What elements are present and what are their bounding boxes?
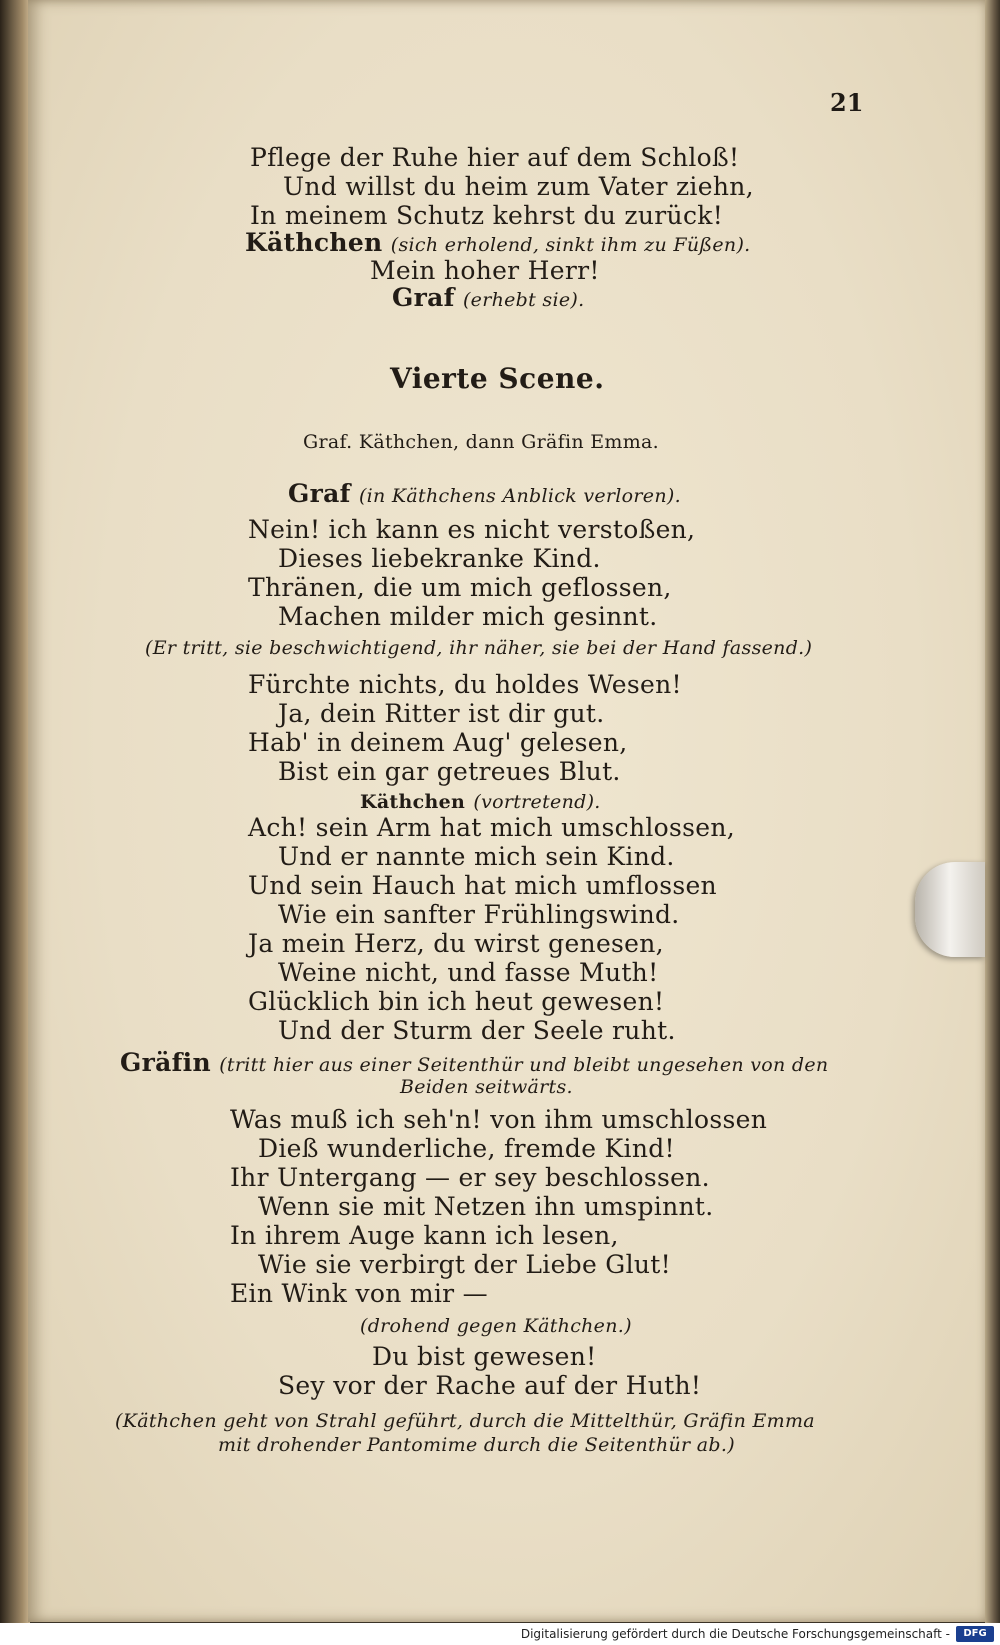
stage-direction: (Käthchen geht von Strahl geführt, durch die Mittelthür, Gräfin Emma bbox=[115, 1410, 815, 1432]
verse-line: Ihr Untergang — er sey beschlossen. bbox=[230, 1163, 710, 1192]
verse-line: Machen milder mich gesinnt. bbox=[278, 602, 658, 631]
verse-line: Dieses liebekranke Kind. bbox=[278, 544, 601, 573]
stage-direction: (drohend gegen Käthchen.) bbox=[360, 1315, 632, 1337]
page-number: 21 bbox=[830, 88, 864, 117]
speaker-line bbox=[392, 283, 584, 313]
speaker-line bbox=[245, 228, 751, 258]
speaker-name: Käthchen bbox=[245, 228, 383, 257]
speaker-line bbox=[360, 785, 601, 815]
verse-line: Nein! ich kann es nicht verstoßen, bbox=[248, 515, 696, 544]
verse-line: Ach! sein Arm hat mich umschlossen, bbox=[248, 813, 736, 842]
verse-line: Und der Sturm der Seele ruht. bbox=[278, 1016, 676, 1045]
stage-direction: (in Käthchens Anblick verloren). bbox=[358, 485, 681, 507]
verse-line: Ja, dein Ritter ist dir gut. bbox=[278, 699, 605, 728]
funding-credit: Digitalisierung gefördert durch die Deutsche Forschungsgemeinschaft - bbox=[520, 1627, 950, 1641]
speaker-line bbox=[120, 1048, 828, 1078]
page-edge bbox=[985, 0, 1000, 1625]
verse-line: Was muß ich seh'n! von ihm umschlossen bbox=[230, 1105, 768, 1134]
speaker-name: Gräfin bbox=[120, 1048, 211, 1077]
verse-line: Bist ein gar getreues Blut. bbox=[278, 757, 621, 786]
verse-line: Dieß wunderliche, fremde Kind! bbox=[258, 1134, 675, 1163]
verse-line: Ein Wink von mir — bbox=[230, 1279, 488, 1308]
verse-line: Pflege der Ruhe hier auf dem Schloß! bbox=[250, 143, 740, 172]
verse-line: Ja mein Herz, du wirst genesen, bbox=[248, 929, 664, 958]
verse-line: Hab' in deinem Aug' gelesen, bbox=[248, 728, 628, 757]
verse-line: Wie ein sanfter Frühlingswind. bbox=[278, 900, 680, 929]
character-list: Graf. Käthchen, dann Gräfin Emma. bbox=[303, 431, 660, 453]
speaker-name: Graf bbox=[288, 479, 351, 508]
verse-line: Und willst du heim zum Vater ziehn, bbox=[283, 172, 754, 201]
verse-line: Mein hoher Herr! bbox=[370, 256, 600, 285]
footer-bar bbox=[0, 1623, 1000, 1645]
verse-line: Wenn sie mit Netzen ihn umspinnt. bbox=[258, 1192, 714, 1221]
dfg-logo: DFG bbox=[956, 1626, 994, 1642]
verse-line: Thränen, die um mich geflossen, bbox=[248, 573, 672, 602]
verse-line: Sey vor der Rache auf der Huth! bbox=[278, 1371, 702, 1400]
verse-line: Glücklich bin ich heut gewesen! bbox=[248, 987, 665, 1016]
verse-line: In meinem Schutz kehrst du zurück! bbox=[250, 201, 724, 230]
verse-line: Weine nicht, und fasse Muth! bbox=[278, 958, 659, 987]
stage-direction: (vortretend). bbox=[473, 791, 601, 813]
verse-line: In ihrem Auge kann ich lesen, bbox=[230, 1221, 619, 1250]
stage-direction: (Er tritt, sie beschwichtigend, ihr näher, sie bei der Hand fassend.) bbox=[145, 637, 813, 659]
speaker-line bbox=[288, 479, 681, 509]
verse-line: Und er nannte mich sein Kind. bbox=[278, 842, 675, 871]
stage-direction: (sich erholend, sinkt ihm zu Füßen). bbox=[390, 234, 751, 256]
stage-direction: Beiden seitwärts. bbox=[400, 1076, 573, 1098]
scene-heading: Vierte Scene. bbox=[390, 362, 605, 395]
verse-line: Wie sie verbirgt der Liebe Glut! bbox=[258, 1250, 671, 1279]
stage-direction: (erhebt sie). bbox=[462, 289, 585, 311]
speaker-name: Käthchen bbox=[360, 791, 466, 813]
stage-direction: mit drohender Pantomime durch die Seitenthür ab.) bbox=[218, 1434, 735, 1456]
stage-direction: (tritt hier aus einer Seitenthür und bleibt ungesehen von den bbox=[219, 1054, 829, 1076]
page-clip bbox=[915, 862, 985, 957]
verse-line: Und sein Hauch hat mich umflossen bbox=[248, 871, 717, 900]
speaker-name: Graf bbox=[392, 283, 455, 312]
verse-line: Du bist gewesen! bbox=[372, 1342, 597, 1371]
verse-line: Fürchte nichts, du holdes Wesen! bbox=[248, 670, 682, 699]
